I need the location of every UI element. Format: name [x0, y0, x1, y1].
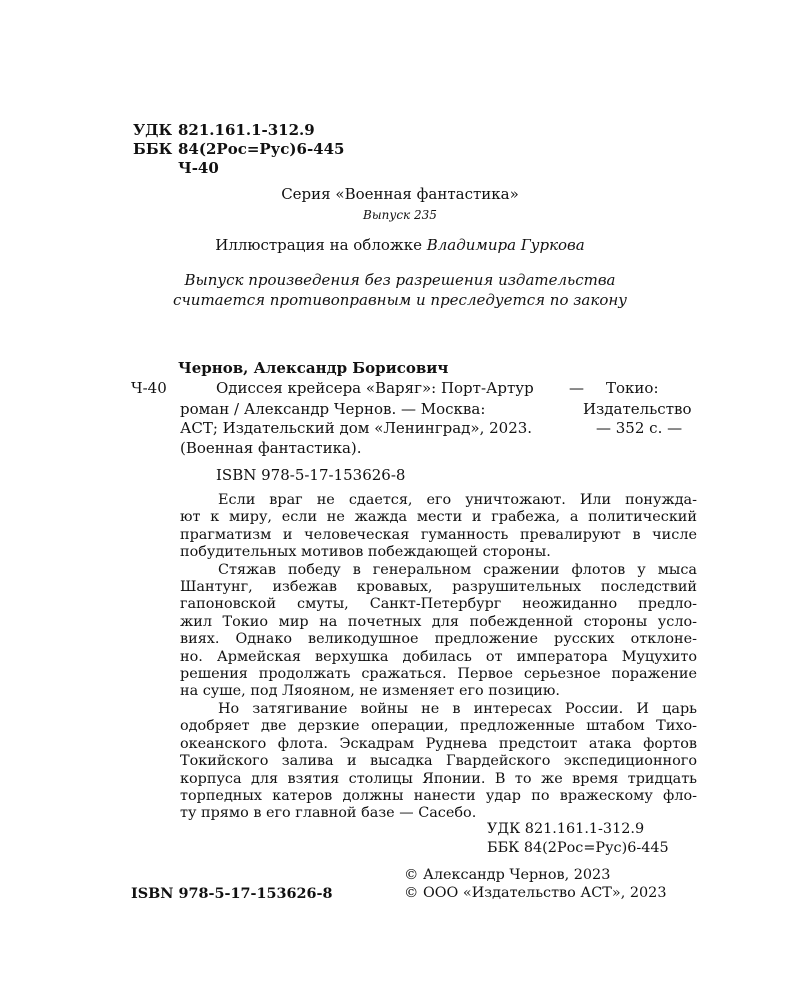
- footer-isbn: ISBN 978-5-17-153626-8: [131, 885, 333, 902]
- bib-author: Чернов, Александр Борисович: [178, 359, 449, 377]
- bib-line-1-dash: —: [569, 379, 584, 397]
- bib-line-4: (Военная фантастика).: [180, 439, 362, 457]
- udk-code: [133, 121, 315, 140]
- bib-line-1-end: Токио:: [606, 379, 659, 397]
- author-mark: Ч-40: [178, 159, 219, 177]
- annotation-line: Но затягивание войны не в интересах России. И царь: [218, 700, 697, 717]
- annotation-line: решения продолжать сражаться. Первое серьезное поражение: [180, 666, 697, 683]
- annotation-line: торпедных катеров должны нанести удар по вражескому фло-: [180, 787, 697, 804]
- bbk-label: ББК: [133, 140, 173, 158]
- annotation-line: жил Токио мир на почетных для побежденной стороны усло-: [180, 613, 697, 630]
- annotation-line: прагматизм и человеческая гуманность превалируют в числе: [180, 526, 697, 543]
- illustration-artist: Владимира Гуркова: [426, 236, 585, 254]
- annotation-line: гапоновской смуты, Санкт-Петербург неожиданно предло-: [180, 596, 697, 613]
- annotation-line: Стяжав победу в генеральном сражении флотов у мыса: [218, 561, 697, 578]
- copyright-warning-line-1: Выпуск произведения без разрешения издательства: [184, 271, 616, 289]
- bib-line-2: роман / Александр Чернов. — Москва:: [180, 400, 486, 418]
- series-line: Серия «Военная фантастика»: [281, 185, 519, 203]
- bib-mark: Ч-40: [131, 379, 167, 397]
- annotation-line: ют к миру, если не жажда мести и грабежа, а политический: [180, 509, 697, 526]
- annotation-line: на суше, под Ляояном, не изменяет его позицию.: [180, 683, 560, 700]
- bib-line-2-end: Издательство: [583, 400, 692, 418]
- annotation-line: но. Армейская верхушка добилась от императора Муцухито: [180, 648, 697, 665]
- annotation-line: ту прямо в его главной базе — Сасебо.: [180, 805, 477, 822]
- annotation-line: побудительных мотивов побеждающей стороны.: [180, 544, 551, 561]
- udk-label: УДК: [133, 121, 173, 139]
- footer-bbk: ББК 84(2Рос=Рус)6-445: [487, 840, 669, 856]
- copyright-warning-line-2: считается противоправным и преследуется по закону: [173, 291, 627, 309]
- footer-copyright-author: © Александр Чернов, 2023: [404, 867, 611, 883]
- annotation-line: виях. Однако великодушное предложение русских отклоне-: [180, 631, 697, 648]
- footer-udk: УДК 821.161.1-312.9: [487, 821, 645, 837]
- annotation: [180, 492, 697, 823]
- annotation-line: Токийского залива и высадка Гвардейского экспедиционного: [180, 753, 697, 770]
- bib-line-3-end: — 352 с. —: [596, 419, 683, 437]
- annotation-line: корпуса для взятия столицы Японии. В то же время тридцать: [180, 770, 697, 787]
- footer-copyright-publisher: © ООО «Издательство АСТ», 2023: [404, 885, 667, 901]
- annotation-line: одобряет две дерзкие операции, предложенные штабом Тихо-: [180, 718, 697, 735]
- illustration-credit: [0, 236, 800, 254]
- series-issue: Выпуск 235: [363, 208, 437, 222]
- bib-line-3: АСТ; Издательский дом «Ленинград», 2023.: [180, 419, 533, 437]
- udk-value: 821.161.1-312.9: [178, 121, 315, 139]
- illustration-prefix: Иллюстрация на обложке: [215, 236, 422, 254]
- annotation-line: Если враг не сдается, его уничтожают. Или понужда-: [218, 492, 697, 508]
- annotation-line: Шантунг, избежав кровавых, разрушительных последствий: [180, 579, 697, 596]
- annotation-line: океанского флота. Эскадрам Руднева предстоит атака фортов: [180, 735, 697, 752]
- bbk-value: 84(2Рос=Рус)6-445: [178, 140, 345, 158]
- bib-line-1: [216, 379, 534, 397]
- bbk-code: [133, 140, 344, 159]
- bib-title: Одиссея крейсера «Варяг»: Порт-Артур: [216, 379, 534, 397]
- bib-isbn: ISBN 978-5-17-153626-8: [216, 466, 406, 484]
